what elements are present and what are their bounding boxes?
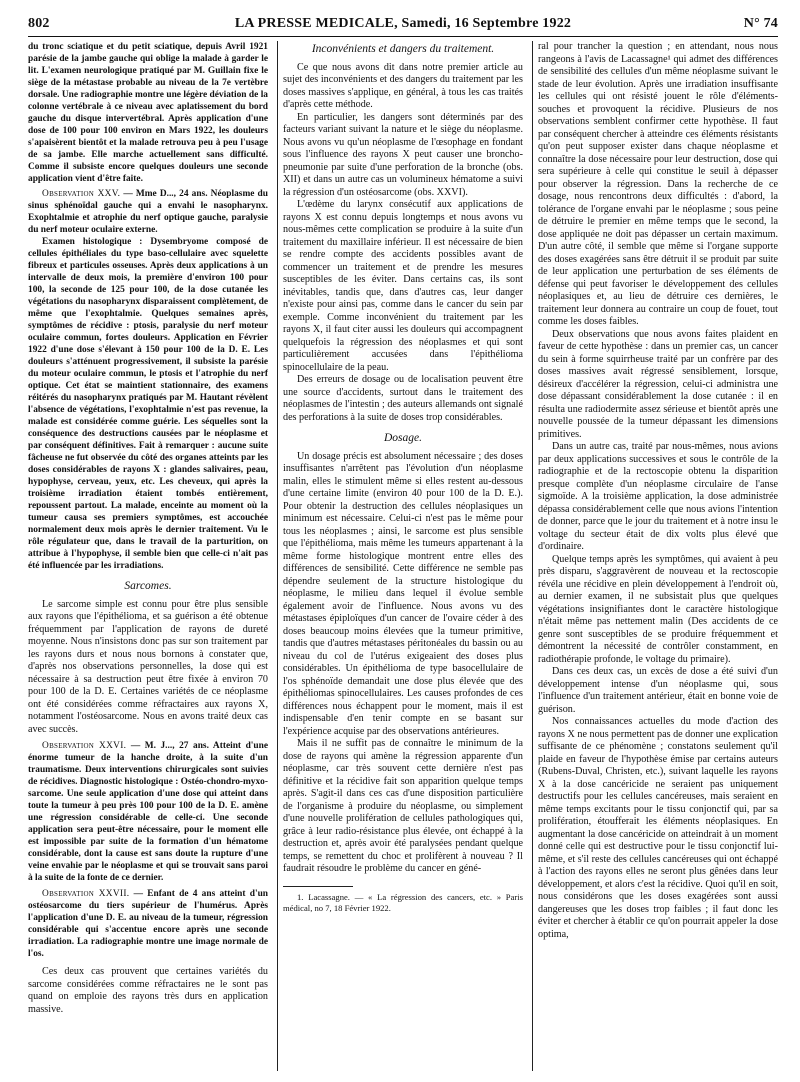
paragraph: L'œdème du larynx consécutif aux applications de rayons X est connu depuis longtemps et nous avons vu nous-mêmes cette complication se produire à la suite d'un traitement du maxillaire inférieur. Il est nécessaire de bien se rendre compte des accidents possibles avant de commencer un traitement et de prendre les mesures susceptibles de les éviter. Dans certains cas, ils sont inévitables, tandis que, dans d'autres cas, leur danger n'existe pour ainsi pas, comme dans le cancer du sein par exemple. Comme inconvénient du traitement par les rayons X, il faut citer aussi les douleurs qui accompagnent quelquefois la régression des néoplasmes et qui sont particulièrement accusées dans l'épithélioma spinocellulaire de la peau. [283,199,523,373]
column-divider-2 [532,41,533,1071]
observation-label: Observation XXVII. [42,889,130,899]
paragraph: Ce que nous avons dit dans notre premier article au sujet des inconvénients et des dangers du traitement par les doses massives s'applique, en général, à tous les cas traités d'après cette méthode. [283,61,523,110]
issue-number: N° 74 [743,16,778,31]
paragraph: Un dosage précis est absolument nécessaire ; des doses insuffisantes n'arrêtent pas l'évolution d'un néoplasme malin, elles le stimulent même si elles restent au-dessous d'une certaine limite (environ 40 pour 100 de la D. E.). Pour obtenir la destruction des cellules néoplasiques un minimum est nécessaire. Celui-ci n'est pas le même pour tous les néoplasmes ; ainsi, le sarcome est plus sensible que l'épithélioma, mais même les tumeurs appartenant à la même forme histologique montrent entre elles des différences de sensibilité. Cette différence ne semble pas dépendre seulement de la structure histologique du néoplasme, le milieu dans lequel il évolue semble également avoir de l'influence. Nous avons vu des métastases épiploïques d'un cancer de l'ovaire céder à des doses beaucoup moins élevées que la tumeur primitive, tandis que d'autres métastases péritonéales du bassin ou au niveau du col de l'utérus exigeaient des doses plus considérables. Un épithélioma de type basocellulaire de l'os sphénoïde demandait une dose plus élevée que des épithéliomas spinocellulaires. Les causes profondes de ces différences nous échappent pour le moment, mais il est indispensable d'en tenir compte en se basant sur l'expérience acquise par des observations antérieures. [283,450,523,737]
paragraph: Mais il ne suffit pas de connaître le minimum de la dose de rayons qui amène la régression apparente d'un néoplasme, car très souvent cette dernière n'est pas définitive et la récidive fait son apparition quelque temps après. S'agit-il dans ces cas d'une disposition particulière de l'organisme à produire du néoplasme, ou simplement d'une nouvelle prolifération de cellules pathologiques qui, grâce à leur radio-résistance plus élevée, ont échappé à la destruction et, après avoir été paralysées pendant quelque temps, se remettent du choc et prolifèrent à nouveau ? Il faudrait résoudre le problème du cancer en géné- [283,738,523,874]
page-header [28,16,778,36]
observation-xxv [28,188,268,236]
paragraph: Quelque temps après les symptômes, qui avaient à peu près disparu, s'aggravèrent de nouveau et la rectoscopie révéla une récidive en plein développement à l'endroit où, au dernier examen, il ne subsistait plus que quelques végétations insignifiantes dont le caractère histologique n'était même pas nettement malin (Des accidents de ce genre sont susceptibles de se produire fréquemment et démontrent la nécessité de contrôler constamment, en radiothérapie profonde, le voltage du primaire). [538,553,778,665]
paragraph: Le sarcome simple est connu pour être plus sensible aux rayons que l'épithélioma, et sa guérison a été obtenue fréquemment par l'application de rayons de dureté moyenne. Nous n'insistons donc pas sur son traitement par les rayons durs et nous nous bornons à constater que, d'après nos observations personnelles, la dose qui est nécessaire à sa destruction peut être fixée à environ 70 pour 100 de la D. E. Certaines variétés de ce néoplasme ont été considérées comme réfractaires aux rayons X, notamment l'ostéosarcome. Nous en avons traité deux cas avec succès. [28,598,268,735]
paragraph: Ces deux cas prouvent que certaines variétés du sarcome considérées comme réfractaires ne le sont pas quand on emploie des rayons très durs en application massive. [28,966,268,1015]
journal-title: LA PRESSE MEDICALE, Samedi, 16 Septembre 1922 [234,16,572,31]
observation-text: — Enfant de 4 ans atteint d'un ostéosarcome du tiers supérieur de l'humérus. Après l'application d'une D. E. au niveau de la tumeur, régression considérable qui s'accentue encore après une seconde irradiation. La radiographie montre une image normale de l'os. [28,889,268,959]
footnote-rule [283,886,353,887]
column-divider-1 [277,41,278,1071]
paragraph-continuation: ral pour trancher la question ; en attendant, nous nous rangeons à l'avis de Lacassagne¹ qui admet des différences de sensibilité des cellules d'un même néoplasme suivant le stade de leur évolution. Après une irradiation insuffisante les cellules qui ont résisté jouent le rôle d'éléments-souches et provoquent la récidive. Plusieurs de nos observations semblent confirmer cette hypothèse. Il faut par conséquent chercher à atteindre ces éléments résistants qu'on peut supposer exister dans chaque néoplasme et connaître la dose nécessaire pour leur destruction, dose qui sera supérieure à celle qui constitue le seuil à dépasser pour observer la régression. Dans la recherche de ce dosage, nous rencontrons deux difficultés : d'abord, la tolérance de l'organe envahi par le néoplasme ; sous peine de détruire le premier en même temps que le second, la dose appliquée ne doit pas dépasser un certain maximum. D'un autre côté, il semble que même si l'organe supporte des doses exagérées sans être détruit il se produit par suite de leur application une perturbation de ses éléments de défense qui peut favoriser le développement des cellules néoplasiques et, au lieu de détruire ces dernières, le traitement leur donnera au contraire un coup de fouet, tout comme les doses faibles. [538,41,778,327]
column-3 [538,41,778,1076]
observation-xxvii [28,888,268,960]
footnote: 1. Lacassagne. — « La régression des cancers, etc. » Paris médical, no 7, 18 Février 1922. [283,891,523,913]
paragraph: Dans un autre cas, traité par nous-mêmes, nous avions par deux applications successives et sous le contrôle de la radiographie et de la rectoscopie obtenu la disparition presque complète d'un néoplasme circulaire de l'anse sigmoïde. A la troisième application, la dose administrée dépassa considérablement celle que nous avions l'intention de donner, parce que le jour du traitement et à notre insu le voltage du secteur était de dix volts plus élevé que d'ordinaire. [538,441,778,552]
paragraph: Des erreurs de dosage ou de localisation peuvent être une source d'accidents, surtout dans le traitement des néoplasmes de l'intestin ; des auteurs allemands ont signalé des perforations à la suite de doses trop considérables. [283,374,523,423]
section-heading-dosage: Dosage. [383,432,422,444]
observation-text: — Mme D..., 24 ans. Néoplasme du sinus sphénoïdal gauche qui a envahi le nasopharynx. Exophtalmie et atrophie du nerf optique gauche, paralysie du nerf moteur oculaire externe. [28,189,268,235]
paragraph: Nos connaissances actuelles du mode d'action des rayons X ne nous permettent pas de donner une explication suffisante de ce phénomène ; constatons seulement qu'il plaide en faveur de l'hypothèse émise par certains auteurs (Rubens-Duval, Christen, etc.), suivant laquelle les rayons X à la dose cancéricide ne seraient pas uniquement destructifs pour les cellules cancéreuses, mais seraient en même temps excitants pour le tissu conjonctif qui, par sa prolifération, étoufferait les éléments néoplasiques. En augmentant la dose cancéricide on atteindrait à un moment donné celle qui est destructive pour le tissu conjonctif lui-même, et s'il reste des cellules cancéreuses qui ont échappé à l'action des rayons elles ne seront plus gênées dans leur développement, et alors c'est la récidive. Quoi qu'il en soit, nous considérons que les doses exagérées sont aussi dangereuses que les doses trop faibles ; il faut donc les éviter et chercher à établir ce qu'on pourrait appeler la dose optima, [538,716,778,940]
page-number: 802 [28,16,50,31]
paragraph: Deux observations que nous avons faites plaident en faveur de cette hypothèse : dans un premier cas, un cancer du sein à forme squirrheuse traité par un confrère par des doses massives avait régressé sensiblement, lorsque, désireux d'accélérer la régression, celui-ci administra une dose dépassant considérablement la dose cutanée : il en résulta une radiodermite assez sérieuse et bientôt après une nouvelle poussée de la tumeur dépassant les dimensions primitives. [538,328,778,440]
paragraph: Dans ces deux cas, un excès de dose a été suivi d'un développement intense d'un néoplasme qui, sous l'influence d'un traitement antérieur, était en bonne voie de guérison. [538,666,778,715]
paragraph: En particulier, les dangers sont déterminés par des facteurs variant suivant la nature et le siège du néoplasme. Nous avons vu qu'un néoplasme de l'œsophage en fondant sous l'influence des rayons X peut causer une broncho-pneumonie par suite d'une perforation de la bronche (obs. XII) et dans un autre cas un volumineux hématome a suivi la régression d'un ostéosarcome (obs. XXVI). [283,111,523,198]
column-1 [28,41,268,1076]
observation-label: Observation XXV. [42,189,121,199]
header-rule [28,36,778,37]
observation-xxv-histology: Examen histologique : Dysembryome composé de cellules épithéliales du type baso-cellulaire avec squelette fibreux et particules osseuses. Après deux applications à un intervalle de deux mois, la première d'environ 100 pour 100, la seconde de 125 pour 100, de la dose cutanée les végétations du nasopharynx disparaissent complètement, de même que l'exophtalmie. Quelques semaines après, symptômes de récidive : ptosis, paralysie du nerf moteur oculaire commun, fortes douleurs. Application en Février 1922 d'une dose s'élevant à 150 pour 100 de la D. E. Les douleurs s'atténuent progressivement, il subsiste la parésie du moteur oculaire commun, le ptosis et l'atrophie du nerf optique. Cet état se maintient stationnaire, des examens réitérés du nasopharynx pratiqués par M. Hautant révèlent l'absence de végétations, l'exophtalmie n'est pas revenue, la malade est considérée comme guérie. Les séquelles sont la conséquence des destructions causées par le néoplasme et par conséquent définitives. Fait à remarquer : aucune suite fâcheuse ne fut observée du côté des organes atteints par les doses considérables de rayons X : glandes salivaires, peau, hypophyse, cerveau, yeux, etc. Les cheveux, qui après la troisième irradiation étaient tombés entièrement, repoussent partout. La malade, enceinte au moment où la tumeur causa ses premiers symptômes, est accouchée normalement deux mois après le dernier traitement. Vu le rôle régulateur que, dans le travail de la parturition, on attribue à l'hypophyse, il semble bien que celle-ci n'ait pas été influencée par les irradiations. [28,237,268,571]
observation-text: — M. J..., 27 ans. Atteint d'une énorme tumeur de la hanche droite, à la suite d'un traumatisme. Deux interventions chirurgicales sont suivies de récidives. Diagnostic histologique : Ostéo-chondro-myxo-sarcome. Une seule application d'une dose qui atteint dans toute la tumeur à peu près 100 pour 100 de la D. E. amène une régression considérable de celle-ci. Une seconde application sera peut-être nécessaire, pour le moment elle est impossible par suite de la formation d'un hématome considérable, dont la cause est sans doute la rupture d'une veine envahie par le néoplasme et qui se trouvait sans paroi à la suite de la fonte de ce dernier. [28,741,268,883]
observation-label: Observation XXVI. [42,741,127,751]
observation-continuation: du tronc sciatique et du petit sciatique, depuis Avril 1921 parésie de la jambe gauche qui oblige la malade à garder le lit. L'examen neurologique pratiqué par M. Guillain fixe le siège de la métastase probable au niveau de la 7e vertèbre dorsale. Une radiographie montre une légère déviation de la colonne vertébrale à ce niveau avec aplatissement du bord gauche du disque intervertébral. Après application d'une dose de 100 pour 100 environ en Mars 1922, les douleurs s'apaisèrent bientôt et la malade retrouva peu à peu l'usage de sa jambe. Elle marche actuellement sans difficulté. Comme il subsiste encore quelques douleurs une seconde application vient d'être faite. [28,42,268,184]
section-heading-inconvenients: Inconvénients et dangers du traitement. [311,43,495,55]
section-heading-sarcomes: Sarcomes. [124,580,172,592]
observation-xxvi [28,740,268,884]
column-2 [283,41,523,1076]
